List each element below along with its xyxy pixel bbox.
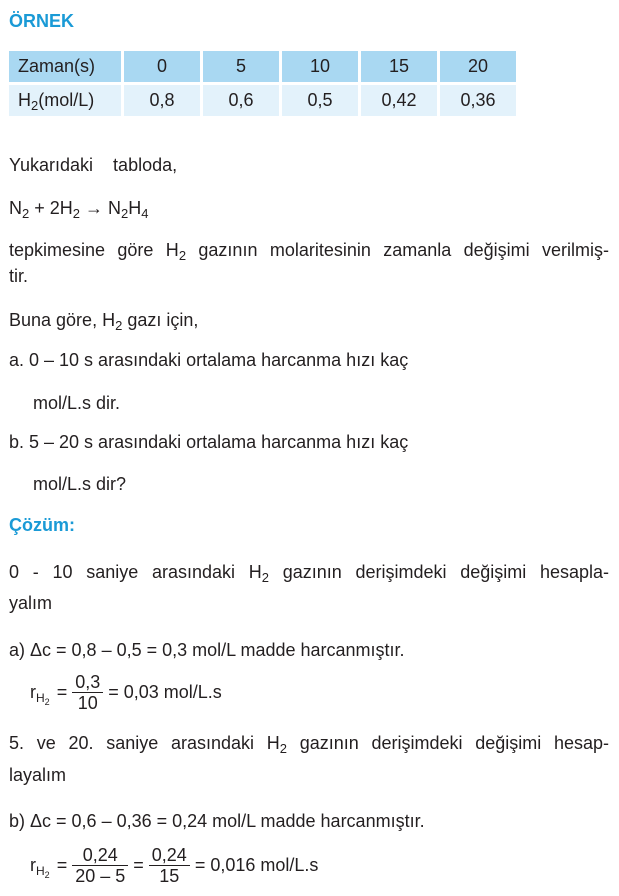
time-cell: 20: [440, 51, 516, 82]
fraction-a: $\frac{0,3}{10}$: [72, 672, 103, 713]
data-table: [6, 48, 519, 119]
solution-b-delta: b) Δc = 0,6 – 0,36 = 0,24 mol/L madde harcanmıştır.: [9, 811, 425, 831]
example-heading: ÖRNEK: [9, 11, 75, 31]
intro-text: Yukarıdaki tabloda,: [9, 155, 178, 175]
description-line-2: tir.: [9, 266, 29, 286]
concentration-cell: 0,42: [361, 85, 437, 116]
time-cell: 5: [203, 51, 279, 82]
solution-a-delta: a) Δc = 0,8 – 0,5 = 0,3 mol/L madde harcanmıştır.: [9, 640, 405, 660]
rate-formula-a: $r_{H_2}$ = $\frac{0,3}{10}$ = 0,03 mol/L.s: [30, 672, 222, 713]
row-label-concentration: $H_2(mol/L)$: [9, 85, 121, 116]
solution-2-line-2: layalım: [9, 765, 67, 785]
time-cell: 0: [124, 51, 200, 82]
row-label-time: Zaman(s): [9, 51, 121, 82]
question-a-line-1: a. 0 – 10 s arasındaki ortalama harcanma hızı kaç: [9, 350, 409, 370]
time-cell: 10: [282, 51, 358, 82]
fraction-b2: $\frac{0,24}{15}$: [149, 845, 190, 886]
reaction-equation: $N_2 + 2H_2 \to N_2H_4$: [9, 198, 149, 221]
fraction-b1: $\frac{0,24}{20 - 5}$: [72, 845, 128, 886]
time-cell: 15: [361, 51, 437, 82]
solution-1-line-1: 0 - 10 saniye arasındaki $H_2$ gazının derişimdeki değişimi hesapla-: [9, 562, 610, 585]
solution-1-line-2: yalım: [9, 593, 53, 613]
question-intro: Buna göre, $H_2$ gazı için,: [9, 310, 199, 333]
concentration-cell: 0,6: [203, 85, 279, 116]
question-b-line-1: b. 5 – 20 s arasındaki ortalama harcanma hızı kaç: [9, 432, 409, 452]
concentration-cell: 0,36: [440, 85, 516, 116]
rate-formula-b: $r_{H_2}$ = $\frac{0,24}{20 - 5}$ = $\frac{0,24}{15}$ = 0,016 mol/L.s: [30, 845, 319, 886]
table-row-concentration: [9, 85, 516, 116]
solution-2-line-1: 5. ve 20. saniye arasındaki $H_2$ gazının derişimdeki değişimi hesap-: [9, 733, 609, 756]
question-b-line-2: mol/L.s dir?: [33, 474, 127, 494]
solution-heading: Çözüm:: [9, 515, 75, 535]
description-line-1: tepkimesine göre $H_2$ gazının molaritesinin zamanla değişimi verilmiş-: [9, 240, 610, 263]
question-a-line-2: mol/L.s dir.: [33, 393, 121, 413]
table-row-time: [9, 51, 516, 82]
concentration-cell: 0,8: [124, 85, 200, 116]
concentration-cell: 0,5: [282, 85, 358, 116]
